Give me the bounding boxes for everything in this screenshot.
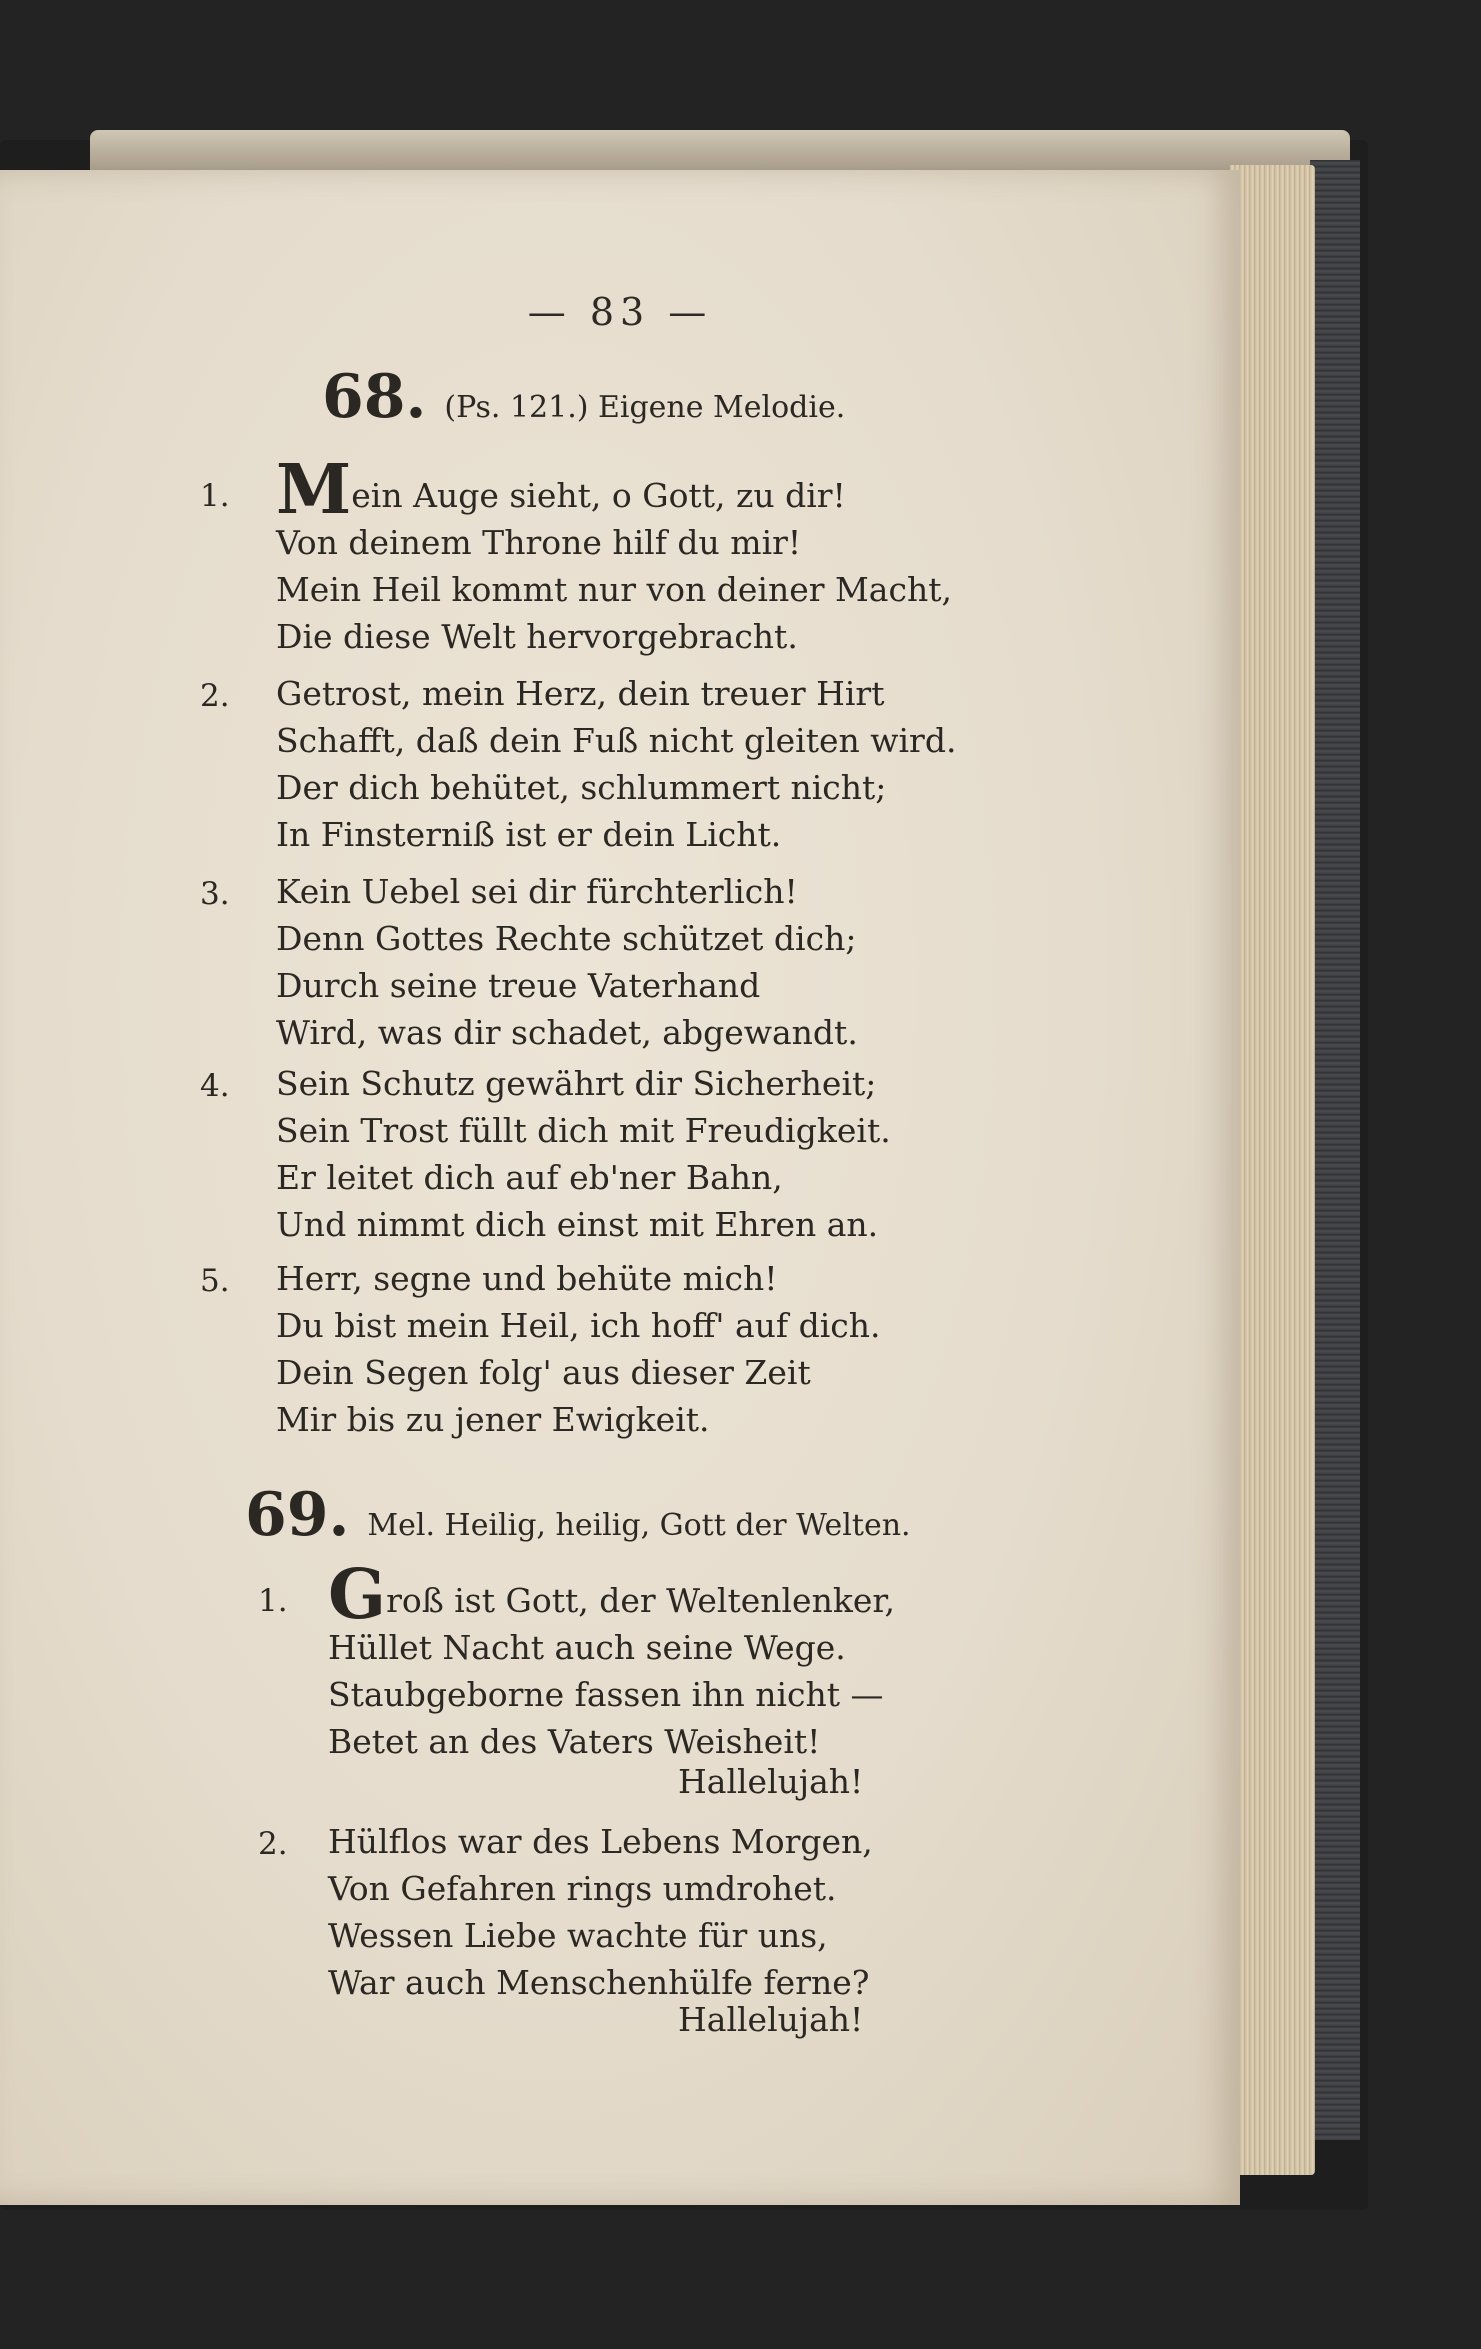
verse-line: War auch Menschenhülfe ferne?: [328, 1963, 870, 2002]
verse-line: Schafft, daß dein Fuß nicht gleiten wird.: [276, 721, 957, 760]
verse-line: Von Gefahren rings umdrohet.: [328, 1869, 837, 1908]
verse-line: Hüllet Nacht auch seine Wege.: [328, 1628, 846, 1667]
verse-number: 2.: [258, 1826, 288, 1862]
verse-line: Sein Schutz gewährt dir Sicherheit;: [276, 1064, 877, 1103]
verse-line: Betet an des Vaters Weisheit!: [328, 1722, 821, 1761]
drop-initial: M: [276, 450, 352, 530]
verse-line: Herr, segne und behüte mich!: [276, 1259, 778, 1298]
hymn-68-heading: [322, 362, 845, 432]
verse-number: 3.: [200, 876, 230, 912]
refrain-hallelujah: Hallelujah!: [678, 2000, 864, 2039]
verse-line: Von deinem Throne hilf du mir!: [276, 523, 802, 562]
verse-line: Getrost, mein Herz, dein treuer Hirt: [276, 674, 885, 713]
verse-line: Denn Gottes Rechte schützet dich;: [276, 919, 857, 958]
verse-line: Wessen Liebe wachte für uns,: [328, 1916, 828, 1955]
verse-line: Mir bis zu jener Ewigkeit.: [276, 1400, 710, 1439]
verse-line: Er leitet dich auf eb'ner Bahn,: [276, 1158, 783, 1197]
page-number: — 83 —: [527, 290, 713, 334]
verse-line: Groß ist Gott, der Weltenlenker,: [328, 1555, 895, 1635]
verse-line: Der dich behütet, schlummert nicht;: [276, 768, 887, 807]
hymn-subtitle: Mel. Heilig, heilig, Gott der Welten.: [367, 1508, 911, 1543]
page-edges: [1230, 165, 1315, 2175]
book-spine: [1310, 160, 1360, 2140]
verse-number: 4.: [200, 1068, 230, 1104]
verse-line: Hülflos war des Lebens Morgen,: [328, 1822, 873, 1861]
verse-number: 1.: [200, 478, 230, 514]
hymn-number: 68.: [322, 362, 427, 432]
verse-line: Die diese Welt hervorgebracht.: [276, 617, 798, 656]
verse-line: Durch seine treue Vaterhand: [276, 966, 761, 1005]
verse-line: Wird, was dir schadet, abgewandt.: [276, 1013, 858, 1052]
verse-line: Dein Segen folg' aus dieser Zeit: [276, 1353, 811, 1392]
cover-top-edge: [90, 130, 1350, 170]
verse-number: 2.: [200, 678, 230, 714]
verse-line: Staubgeborne fassen ihn nicht —: [328, 1675, 884, 1714]
verse-number: 5.: [200, 1263, 230, 1299]
verse-number: 1.: [258, 1583, 288, 1619]
hymn-number: 69.: [245, 1480, 350, 1550]
drop-initial: G: [328, 1555, 387, 1635]
verse-line: In Finsterniß ist er dein Licht.: [276, 815, 782, 854]
verse-line: Mein Heil kommt nur von deiner Macht,: [276, 570, 952, 609]
verse-line: Mein Auge sieht, o Gott, zu dir!: [276, 450, 846, 530]
refrain-hallelujah: Hallelujah!: [678, 1762, 864, 1801]
verse-line: Du bist mein Heil, ich hoff' auf dich.: [276, 1306, 881, 1345]
verse-line: Kein Uebel sei dir fürchterlich!: [276, 872, 798, 911]
hymn-69-heading: [245, 1480, 911, 1550]
hymn-subtitle: (Ps. 121.) Eigene Melodie.: [444, 390, 846, 425]
verse-line: Sein Trost füllt dich mit Freudigkeit.: [276, 1111, 891, 1150]
verse-line: Und nimmt dich einst mit Ehren an.: [276, 1205, 879, 1244]
